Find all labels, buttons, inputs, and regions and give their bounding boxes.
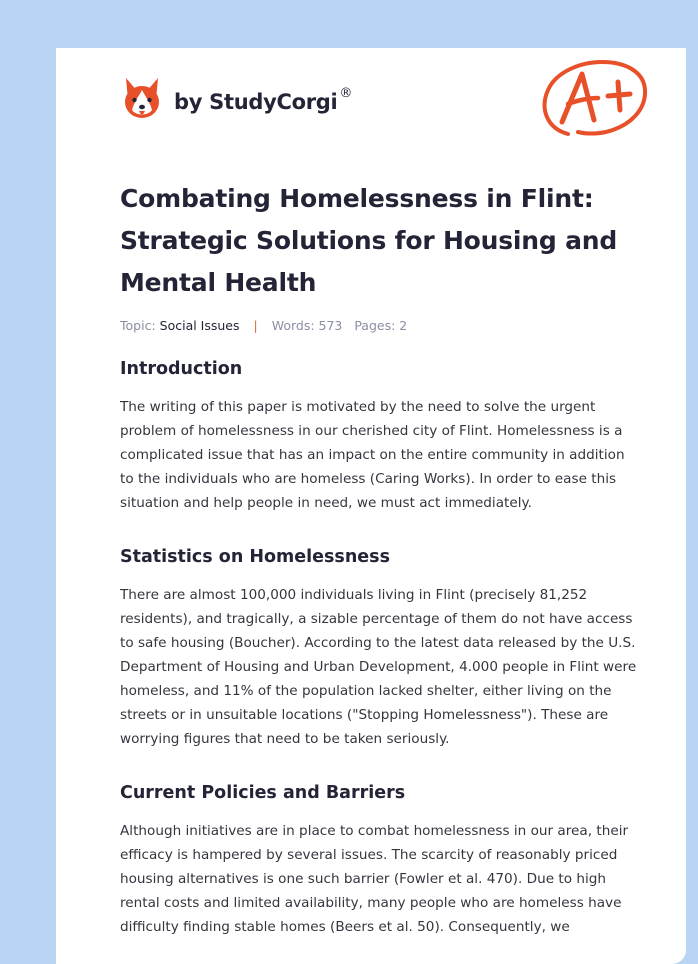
word-count: Words: 573	[271, 318, 343, 333]
brand-name	[174, 86, 353, 114]
essay-content	[120, 178, 640, 939]
essay-meta	[120, 318, 640, 333]
brand-text: by StudyCorgi	[174, 90, 338, 114]
topic-link[interactable]: Social Issues	[159, 318, 240, 333]
section-heading-introduction: Introduction	[120, 359, 243, 379]
section-heading-statistics: Statistics on Homelessness	[120, 547, 391, 567]
document-page	[56, 48, 686, 964]
topic-label: Topic:	[120, 318, 156, 333]
meta-separator: |	[253, 318, 258, 333]
studycorgi-logo[interactable]	[122, 76, 352, 122]
a-plus-grade-icon	[538, 58, 650, 142]
page-title: Combating Homelessness in Flint: Strategic Solutions for Housing and Mental Health	[120, 184, 618, 297]
corgi-icon	[122, 76, 162, 122]
section-body-introduction: The writing of this paper is motivated by the need to solve the urgent problem of homelessness in our cherished city of Flint. Homelessness is a complicated issue that has an impact on the entire community in addition to the individuals who are homeless (Caring Works). In order to ease this situation and help people in need, we must act immediately.	[120, 399, 625, 511]
section-heading-policies: Current Policies and Barriers	[120, 783, 406, 803]
section-body-statistics: There are almost 100,000 individuals living in Flint (precisely 81,252 residents), and tragically, a sizable percentage of them do not have access to safe housing (Boucher). According to the latest data released by the U.S. Department of Housing and Urban Development, 4.000 people in Flint were homeless, and 11% of the population lacked shelter, either living on the streets or in unsuitable locations ("Stopping Homelessness"). These are worrying figures that need to be taken seriously.	[120, 587, 637, 747]
section-body-policies: Although initiatives are in place to combat homelessness in our area, their efficacy is hampered by several issues. The scarcity of reasonably priced housing alternatives is one such barrier (Fowler et al. 470). Due to high rental costs and limited availability, many people who are homeless have difficulty finding stable homes (Beers et al. 50). Consequently, we	[120, 823, 629, 935]
registered-mark: ®	[339, 86, 353, 101]
page-count: Pages: 2	[354, 318, 408, 333]
